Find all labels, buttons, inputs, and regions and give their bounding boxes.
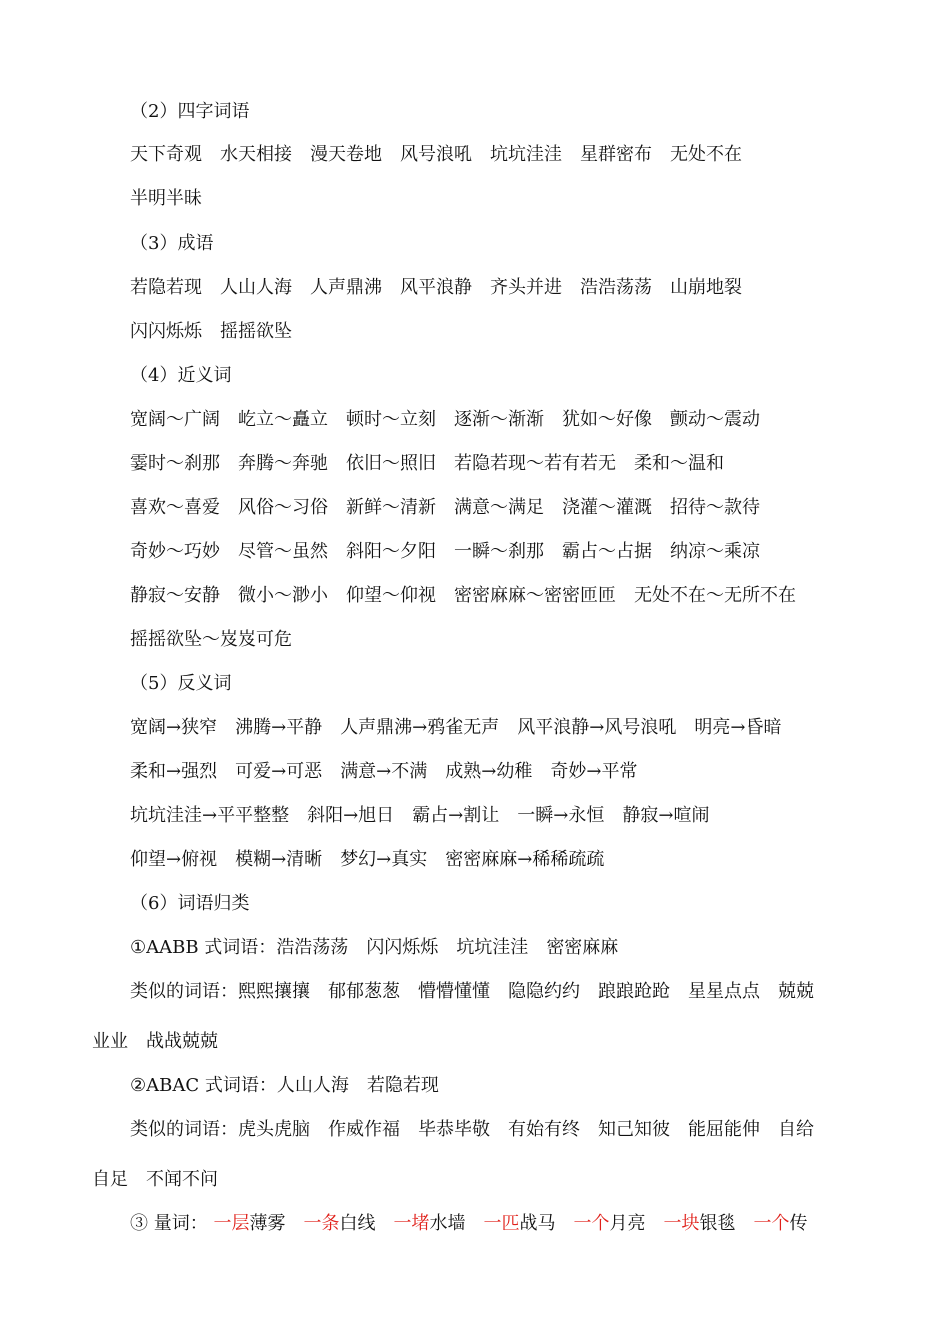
abac-label: ②ABAC 式词语： [130, 1075, 277, 1096]
word: 齐头并进 [490, 277, 562, 298]
word-list [130, 320, 292, 344]
word: 闪闪烁烁 [130, 321, 202, 342]
word: 浩浩荡荡 [580, 277, 652, 298]
numeral: 一 [303, 1213, 322, 1234]
word-pair: 模糊→清晰 [235, 849, 323, 870]
word: 郁郁葱葱 [328, 981, 400, 1002]
measure-phrase [753, 1212, 807, 1236]
abac-words-line [130, 1074, 439, 1098]
section-heading-classification: （6）词语归类 [130, 893, 250, 914]
word-pair: 尽管～虽然 [238, 541, 328, 562]
word-pair: 仰望～仰视 [346, 585, 436, 606]
section-heading-four-char: （2）四字词语 [130, 101, 250, 122]
word-pair: 霸占～占据 [562, 541, 652, 562]
measure-phrase [483, 1212, 555, 1236]
measure-word: 层 [231, 1213, 250, 1234]
word: 风号浪吼 [400, 144, 472, 165]
word: 风平浪静 [400, 277, 472, 298]
word-pair: 霎时～刹那 [130, 453, 220, 474]
word: 无处不在 [670, 144, 742, 165]
word: 星群密布 [580, 144, 652, 165]
measure-phrase [663, 1212, 735, 1236]
similar-label: 类似的词语： [130, 981, 238, 1002]
word-pair: 新鲜～清新 [346, 497, 436, 518]
noun: 月亮 [609, 1213, 646, 1234]
measure-label: ③ 量词： [130, 1213, 208, 1234]
abac-similar-line-cont [92, 1168, 218, 1192]
measure-phrase [573, 1212, 645, 1236]
word-pair: 沸腾→平静 [235, 717, 323, 738]
measure-phrase [393, 1212, 465, 1236]
word-list [130, 628, 292, 652]
word-list [130, 584, 796, 608]
word-pair: 风俗～习俗 [238, 497, 328, 518]
word-pair: 柔和～温和 [634, 453, 724, 474]
word: 有始有终 [508, 1119, 580, 1140]
word: 浩浩荡荡 [276, 937, 349, 958]
word-pair: 满意→不满 [340, 761, 428, 782]
word: 坑坑洼洼 [490, 144, 562, 165]
word-list [130, 496, 760, 520]
word-pair: 明亮→昏暗 [694, 717, 782, 738]
word-pair: 霸占→割让 [412, 805, 500, 826]
numeral: 一 [663, 1213, 682, 1234]
aabb-label: ①AABB 式词语： [130, 937, 277, 958]
word: 密密麻麻 [546, 937, 619, 958]
word-list [130, 540, 760, 564]
word: 若隐若现 [130, 277, 202, 298]
word-list [130, 804, 709, 828]
word-list [130, 760, 637, 784]
word-pair: 奔腾～奔驰 [238, 453, 328, 474]
word-pair: 静寂→喧闹 [622, 805, 710, 826]
word-pair: 坑坑洼洼→平平整整 [130, 805, 290, 826]
word-pair: 成熟→幼稚 [445, 761, 533, 782]
word-pair: 浇灌～灌溉 [562, 497, 652, 518]
numeral: 一 [753, 1213, 772, 1234]
section-heading-antonyms: （5）反义词 [130, 673, 232, 694]
word: 星星点点 [688, 981, 760, 1002]
word: 人声鼎沸 [310, 277, 382, 298]
word: 战战兢兢 [146, 1031, 218, 1052]
word-pair: 仰望→俯视 [130, 849, 218, 870]
word-pair: 柔和→强烈 [130, 761, 218, 782]
aabb-similar-line-cont [92, 1030, 218, 1054]
word-list [130, 187, 202, 211]
word: 毕恭毕敬 [418, 1119, 490, 1140]
word: 人山人海 [276, 1075, 349, 1096]
word-pair: 一瞬～刹那 [454, 541, 544, 562]
word: 半明半昧 [130, 188, 202, 209]
aabb-words-line [130, 936, 618, 960]
section-heading-idioms: （3）成语 [130, 233, 214, 254]
word-pair: 密密麻麻→稀稀疏疏 [445, 849, 605, 870]
word-pair: 逐渐～渐渐 [454, 409, 544, 430]
word-pair: 斜阳→旭日 [307, 805, 395, 826]
word-pair: 招待～款待 [670, 497, 760, 518]
measure-word: 堵 [411, 1213, 430, 1234]
word: 懵懵懂懂 [418, 981, 490, 1002]
word: 业业 [92, 1031, 128, 1052]
noun: 传 [789, 1213, 808, 1234]
measure-word: 块 [681, 1213, 700, 1234]
word: 自足 [92, 1169, 128, 1190]
noun: 银毯 [699, 1213, 736, 1234]
word-list [130, 143, 742, 167]
word-list [130, 276, 742, 300]
word-pair: 满意～满足 [454, 497, 544, 518]
word: 闪闪烁烁 [366, 937, 439, 958]
measure-word: 条 [321, 1213, 340, 1234]
measure-phrase [303, 1212, 375, 1236]
noun: 水墙 [429, 1213, 466, 1234]
numeral: 一 [393, 1213, 412, 1234]
word: 作威作福 [328, 1119, 400, 1140]
word: 自给 [778, 1119, 814, 1140]
word-pair: 梦幻→真实 [340, 849, 428, 870]
word-pair: 宽阔→狭窄 [130, 717, 218, 738]
word-pair: 若隐若现～若有若无 [454, 453, 616, 474]
word: 漫天卷地 [310, 144, 382, 165]
word-pair: 密密麻麻～密密匝匝 [454, 585, 616, 606]
word-pair: 微小～渺小 [238, 585, 328, 606]
word: 不闻不问 [146, 1169, 218, 1190]
word-list [130, 716, 781, 740]
word-pair: 纳凉～乘凉 [670, 541, 760, 562]
word-pair: 屹立～矗立 [238, 409, 328, 430]
word: 知己知彼 [598, 1119, 670, 1140]
word: 山崩地裂 [670, 277, 742, 298]
word-pair: 依旧～照旧 [346, 453, 436, 474]
word-pair: 颤动～震动 [670, 409, 760, 430]
numeral: 一 [573, 1213, 592, 1234]
word: 虎头虎脑 [238, 1119, 310, 1140]
word-pair: 一瞬→永恒 [517, 805, 605, 826]
word-pair: 奇妙～巧妙 [130, 541, 220, 562]
word-list [130, 408, 760, 432]
measure-word: 个 [591, 1213, 610, 1234]
word-pair: 人声鼎沸→鸦雀无声 [340, 717, 500, 738]
word: 能屈能伸 [688, 1119, 760, 1140]
word: 摇摇欲坠 [220, 321, 292, 342]
word-pair: 顿时～立刻 [346, 409, 436, 430]
word-pair: 斜阳～夕阳 [346, 541, 436, 562]
word-list [130, 452, 724, 476]
word: 坑坑洼洼 [456, 937, 529, 958]
measure-phrase [213, 1212, 285, 1236]
word-list [130, 848, 604, 872]
word-pair: 犹如～好像 [562, 409, 652, 430]
word-pair: 可爱→可恶 [235, 761, 323, 782]
noun: 白线 [339, 1213, 376, 1234]
noun: 战马 [519, 1213, 556, 1234]
section-heading-synonyms: （4）近义词 [130, 365, 232, 386]
word: 踉踉跄跄 [598, 981, 670, 1002]
measure-word: 个 [771, 1213, 790, 1234]
noun: 薄雾 [249, 1213, 286, 1234]
numeral: 一 [213, 1213, 232, 1234]
measure-words-line [130, 1212, 807, 1236]
measure-word: 匹 [501, 1213, 520, 1234]
word-pair: 摇摇欲坠～岌岌可危 [130, 629, 292, 650]
word-pair: 风平浪静→风号浪吼 [517, 717, 677, 738]
word-pair: 无处不在～无所不在 [634, 585, 796, 606]
abac-similar-line [130, 1118, 814, 1142]
word-pair: 静寂～安静 [130, 585, 220, 606]
word: 人山人海 [220, 277, 292, 298]
aabb-similar-line [130, 980, 814, 1004]
word: 熙熙攘攘 [238, 981, 310, 1002]
word: 水天相接 [220, 144, 292, 165]
word: 隐隐约约 [508, 981, 580, 1002]
word-pair: 宽阔～广阔 [130, 409, 220, 430]
similar-label: 类似的词语： [130, 1119, 238, 1140]
numeral: 一 [483, 1213, 502, 1234]
word-pair: 喜欢～喜爱 [130, 497, 220, 518]
word: 若隐若现 [366, 1075, 439, 1096]
word: 天下奇观 [130, 144, 202, 165]
word-pair: 奇妙→平常 [550, 761, 638, 782]
word: 兢兢 [778, 981, 814, 1002]
